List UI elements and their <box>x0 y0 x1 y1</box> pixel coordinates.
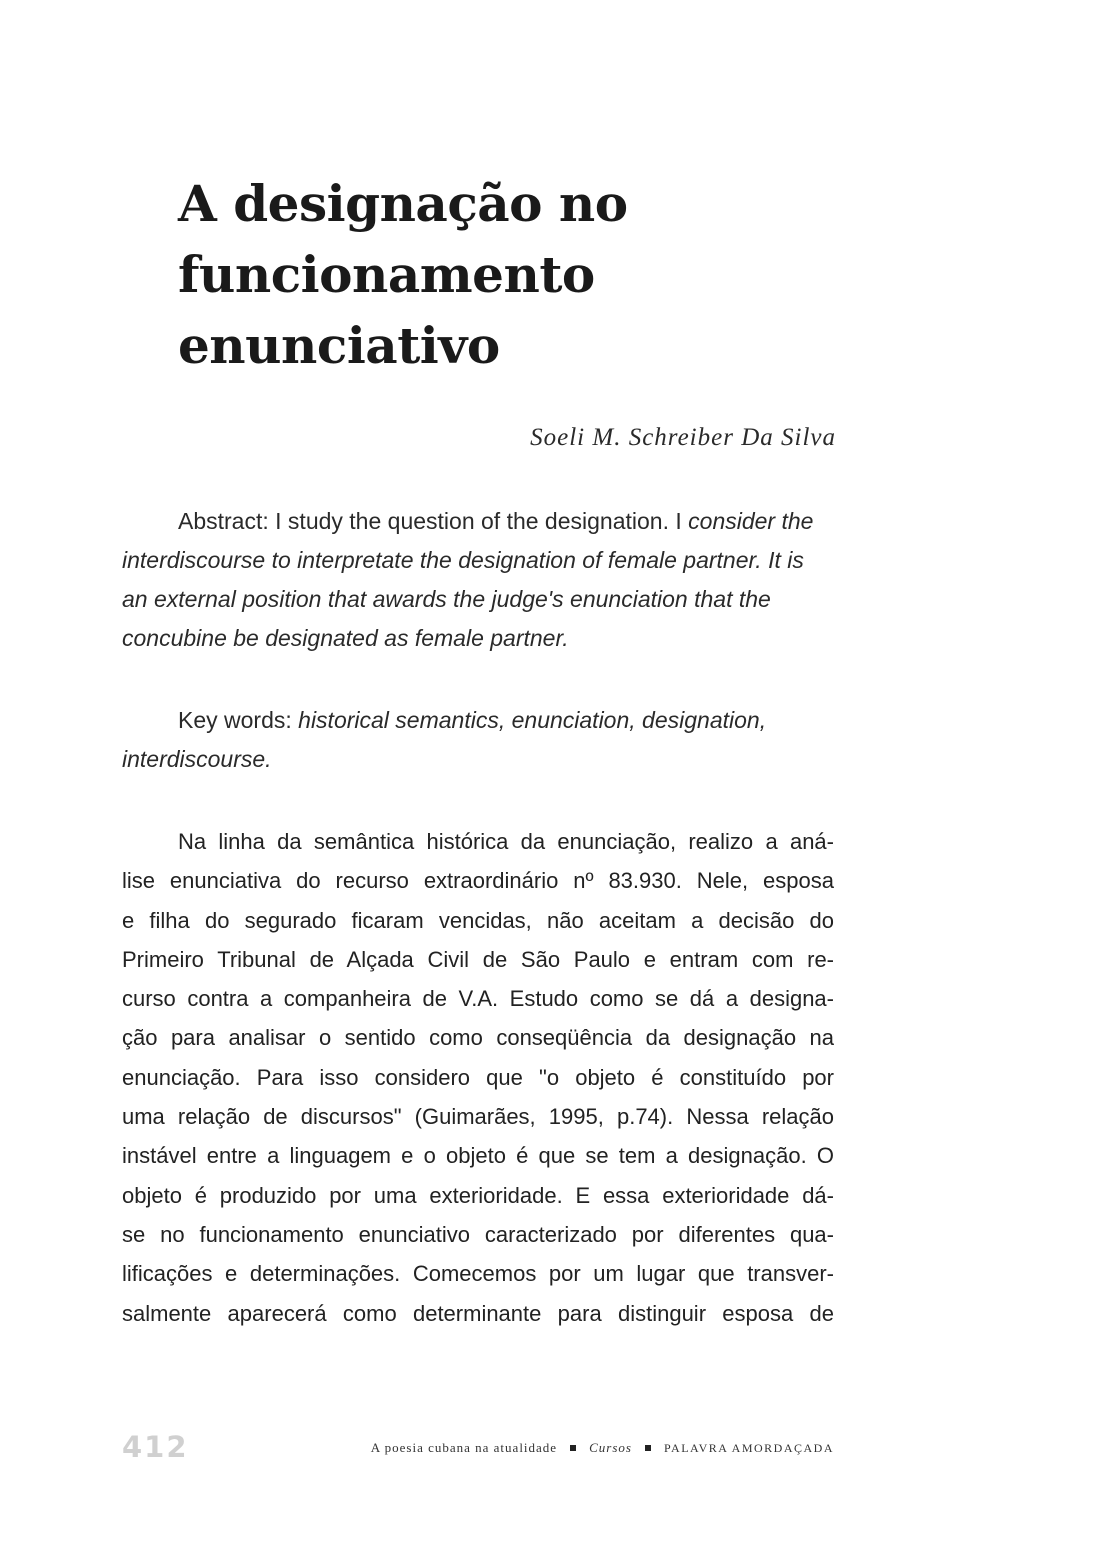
body-line: curso contra a companheira de V.A. Estudo como se dá a designa- <box>122 986 834 1012</box>
body-line: lise enunciativa do recurso extraordinário nº 83.930. Nele, esposa <box>122 868 834 894</box>
abstract-italic-text: consider the interdiscourse to interpretate the designation of female partner. It is an external position that awards the judge's enunciation that the concubine be designated as female partner. <box>122 508 814 651</box>
author-name: Soeli M. Schreiber Da Silva <box>530 424 836 451</box>
bullet-separator-icon <box>570 1445 576 1451</box>
body-line: instável entre a linguagem e o objeto é que se tem a designação. O <box>122 1143 834 1169</box>
running-footer-journal: A poesia cubana na atualidade <box>370 1440 558 1455</box>
keywords-label: Key words: <box>178 707 299 733</box>
body-line: se no funcionamento enunciativo caracterizado por diferentes qua- <box>122 1221 834 1247</box>
keywords-paragraph <box>122 701 834 779</box>
running-footer <box>371 1440 834 1456</box>
title-line-2: funcionamento <box>178 245 595 304</box>
running-footer-section: Cursos <box>589 1440 632 1455</box>
abstract-paragraph <box>122 502 834 658</box>
body-line: e filha do segurado ficaram vencidas, não aceitam a decisão do <box>122 907 834 933</box>
body-line: Primeiro Tribunal de Alçada Civil de São Paulo e entram com re- <box>122 946 834 972</box>
body-line: salmente aparecerá como determinante para distinguir esposa de <box>122 1300 834 1326</box>
body-line: uma relação de discursos" (Guimarães, 1995, p.74). Nessa relação <box>122 1104 834 1130</box>
body-line: ção para analisar o sentido como conseqüência da designação na <box>122 1025 834 1051</box>
running-footer-issue: PALAVRA AMORDAÇADA <box>663 1441 834 1455</box>
title-line-3: enunciativo <box>178 316 500 375</box>
page-footer <box>122 1430 834 1470</box>
body-line: enunciação. Para isso considero que "o objeto é constituído por <box>122 1064 834 1090</box>
body-line: lificações e determinações. Comecemos por um lugar que transver- <box>122 1261 834 1287</box>
bullet-separator-icon <box>645 1445 651 1451</box>
article-title <box>178 168 738 381</box>
title-line-1: A designação no <box>178 174 628 233</box>
body-paragraph <box>122 822 834 1333</box>
body-line: Na linha da semântica histórica da enunciação, realizo a aná- <box>178 829 834 854</box>
body-line: objeto é produzido por uma exterioridade. E essa exterioridade dá- <box>122 1182 834 1208</box>
abstract-label: Abstract: I study the question of the designation. I <box>178 508 689 534</box>
page-number: 412 <box>122 1430 189 1464</box>
keywords-list: historical semantics, enunciation, designation, interdiscourse. <box>122 707 767 772</box>
